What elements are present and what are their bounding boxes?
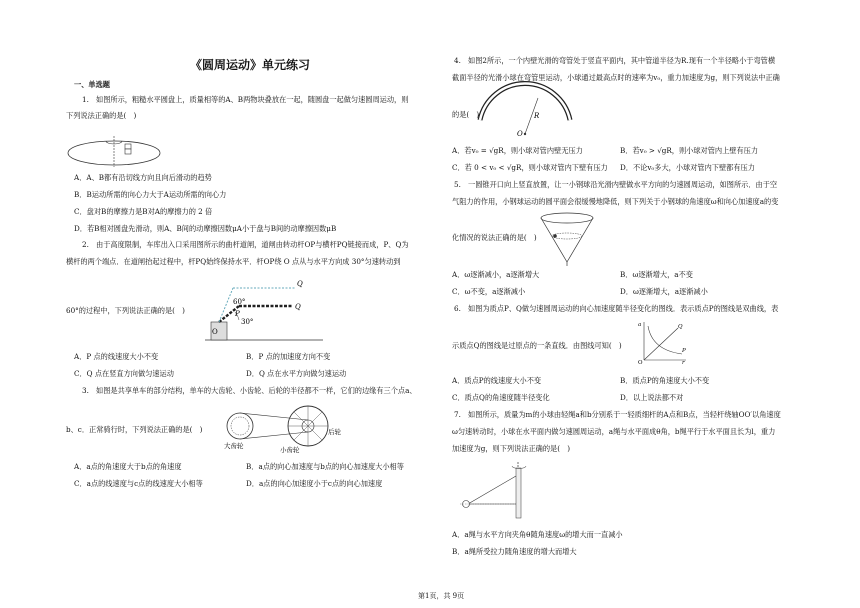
q3-option-c: C．a点的线速度与c点的线速度大小相等 bbox=[74, 479, 203, 488]
q3-option-b: B．a点的向心加速度与b点的向心加速度大小相等 bbox=[246, 462, 404, 471]
q6-option-b: B．质点P的角速度大小不变 bbox=[620, 376, 710, 385]
q5-option-b: B．ω逐渐增大，a不变 bbox=[620, 270, 693, 279]
q5-figure bbox=[537, 212, 597, 266]
q2-option-b: B．P 点的加速度方向不变 bbox=[246, 352, 331, 361]
q1-option-d: D．若B相对圆盘先滑动，则A、B间的动摩擦因数μA小于盘与B间的动摩擦因数μB bbox=[74, 224, 337, 233]
q6-option-c: C．质点Q的角速度随半径变化 bbox=[452, 393, 550, 402]
q7-stem-line2: ω匀速转动时，小球在水平面内做匀速圆周运动，a绳与水平面成θ角，b绳平行于水平面且长为l，重力 bbox=[452, 427, 776, 436]
q6-label-o: O bbox=[638, 360, 643, 366]
q2-option-d: D．Q 点在水平方向做匀速运动 bbox=[246, 369, 347, 378]
q3-figure bbox=[222, 400, 342, 454]
q2-label-30: 30° bbox=[241, 318, 254, 326]
q7-stem-line1: 7. 如图所示，质量为m的小球由轻绳a和b分别系于一轻质细杆的A点和B点，当轻杆绕轴OO′以角速度 bbox=[454, 410, 781, 419]
q6-option-d: D．以上说法都不对 bbox=[620, 393, 684, 402]
page-footer: 第1页，共 9页 bbox=[418, 592, 465, 600]
q4-option-c: C．若 0 < v₀ < √gR，则小球对管内下壁有压力 bbox=[452, 163, 608, 172]
q2-option-c: C．Q 点在竖直方向做匀速运动 bbox=[74, 369, 174, 378]
section-heading: 一、单选题 bbox=[74, 80, 110, 89]
q3-option-d: D．a点的向心加速度小于c点的向心加速度 bbox=[246, 479, 383, 488]
q1-option-b: B．B运动所需的向心力大于A运动所需的向心力 bbox=[74, 190, 227, 199]
q4-option-a: A．若v₀ = √gR，则小球对管内壁无压力 bbox=[452, 146, 583, 155]
q2-label-p: P bbox=[235, 310, 240, 318]
q2-stem-line2: 横杆的两个端点．在道闸抬起过程中，杆PQ始终保持水平．杆OP绕 O 点从与水平方向成 30°匀速转动到 bbox=[66, 257, 401, 266]
q3-label-big-gear: 大齿轮 bbox=[224, 442, 244, 450]
q7-figure bbox=[456, 458, 546, 520]
q4-option-d: D．不论v₀多大，小球对管内下壁都有压力 bbox=[620, 163, 755, 172]
q6-figure bbox=[638, 320, 688, 364]
q1-stem-line2: 下列说法正确的是( ) bbox=[66, 111, 137, 120]
q1-figure bbox=[66, 133, 166, 169]
q5-stem-line3: 化情况的说法正确的是( ) bbox=[452, 233, 537, 242]
q4-stem-line2: 截面半径的光滑小球在弯管里运动，小球通过最高点时的速率为v₀，重力加速度为g，则下列说法中正确 bbox=[452, 73, 780, 82]
q7-option-a: A．a绳与水平方向夹角θ随角速度ω的增大而一直减小 bbox=[452, 530, 623, 539]
q2-stem-line1: 2. 由于高度限制，车库出入口采用图所示的曲杆道闸，道闸由转动杆OP与横杆PQ链接而成，P、Q为 bbox=[82, 240, 409, 249]
q4-figure bbox=[476, 92, 576, 136]
page-title: 《圆周运动》单元练习 bbox=[190, 58, 311, 72]
q2-option-a: A．P 点的线速度大小不变 bbox=[74, 352, 159, 361]
q4-label-o: O bbox=[517, 130, 523, 138]
q5-option-c: C．ω不变，a逐渐减小 bbox=[452, 287, 526, 296]
q5-stem-line1: 5. 一圆锥开口向上竖直放置，让一小钢球沿光滑内壁做水平方向的匀速圆周运动，如图所示．由于空 bbox=[454, 180, 778, 189]
q4-stem-line1: 4. 如图2所示，一个内壁光滑的弯管处于竖直平面内，其中管道半径为R.现有一个半径略小于弯管横 bbox=[454, 56, 776, 65]
q3-stem-line1: 3. 如图是共享单车的部分结构，单车的大齿轮、小齿轮、后轮的半径都不一样，它们的边缘有三个点a、 bbox=[82, 386, 417, 395]
q2-label-60: 60° bbox=[233, 298, 246, 306]
q3-label-small-gear: 小齿轮 bbox=[280, 446, 300, 454]
q2-label-q-upper: Q bbox=[297, 280, 303, 288]
q4-stem-line3: 的是( ) bbox=[452, 110, 480, 119]
q5-stem-line2: 气阻力的作用，小钢球运动的圆平面会很缓慢地降低，则下列关于小钢球的角速度ω和向心加速度a的变 bbox=[452, 197, 779, 206]
q7-stem-line3: 加速度为g，则下列说法正确的是( ) bbox=[452, 444, 571, 453]
q5-option-d: D．ω逐渐增大，a逐渐减小 bbox=[620, 287, 708, 296]
q2-label-q: Q bbox=[295, 303, 301, 311]
q6-stem-line1: 6. 如图为质点P、Q做匀速圆周运动的向心加速度随半径变化的图线．表示质点P的图线是双曲线，表 bbox=[454, 304, 779, 313]
q3-label-rear-wheel: 后轮 bbox=[328, 428, 341, 436]
q2-stem-line3: 60°的过程中，下列说法正确的是( ) bbox=[66, 306, 185, 315]
q4-option-b: B．若v₀ > √gR，则小球对管内上壁有压力 bbox=[620, 146, 759, 155]
q6-label-a: a bbox=[638, 322, 642, 328]
q2-figure bbox=[205, 274, 325, 342]
q6-option-a: A．质点P的线速度大小不变 bbox=[452, 376, 542, 385]
q4-label-r: R bbox=[534, 112, 540, 120]
q6-label-r: r bbox=[682, 360, 685, 366]
q6-stem-line2: 示质点Q的图线是过原点的一条直线．由图线可知( ) bbox=[452, 341, 622, 350]
q6-label-p: P bbox=[682, 348, 686, 354]
q1-option-c: C．盘对B的摩擦力是B对A的摩擦力的 2 倍 bbox=[74, 207, 213, 216]
q3-option-a: A．a点的角速度大于b点的角速度 bbox=[74, 462, 182, 471]
q3-stem-line2: b、c．正常骑行时，下列说法正确的是( ) bbox=[66, 425, 203, 434]
q7-option-b: B．a绳所受拉力随角速度的增大而增大 bbox=[452, 547, 577, 556]
q1-stem-line1: 1. 如图所示，粗糙水平圆盘上，质量相等的A、B两物块叠放在一起，随圆盘一起做匀速圆周运动，则 bbox=[82, 95, 409, 104]
q2-label-o: O bbox=[212, 328, 218, 336]
q5-option-a: A．ω逐渐减小，a逐渐增大 bbox=[452, 270, 540, 279]
q1-option-a: A．A、B都有沿切线方向且向后滑动的趋势 bbox=[74, 173, 212, 182]
q6-label-q: Q bbox=[678, 324, 683, 330]
